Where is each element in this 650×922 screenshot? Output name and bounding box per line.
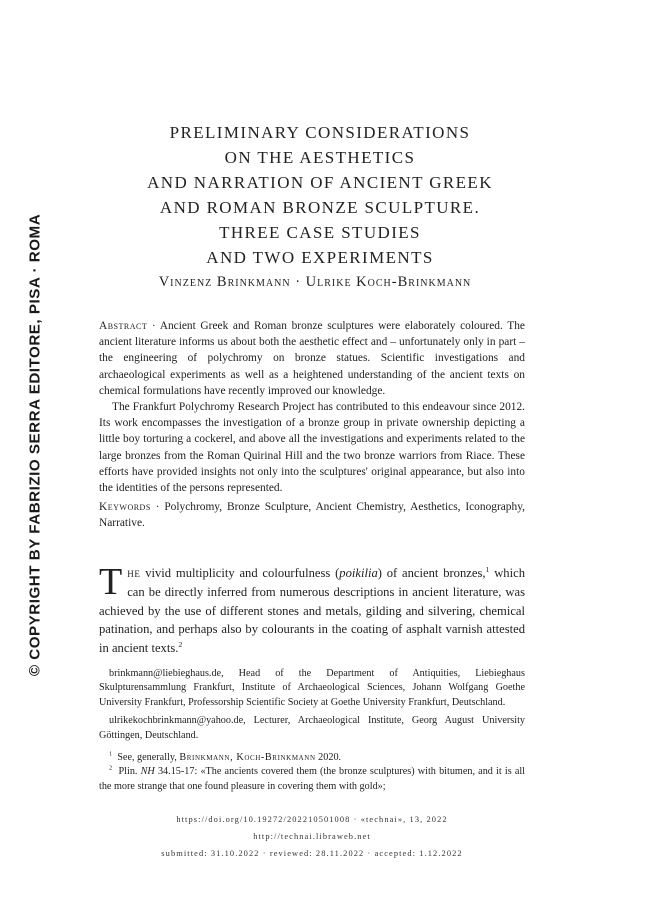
title-line: AND NARRATION OF ANCIENT GREEK: [147, 173, 493, 192]
body-text-part: ) of ancient bronzes,: [377, 566, 486, 580]
footnote-2: [99, 765, 525, 794]
abstract-paragraph-1: [99, 318, 525, 399]
body-text: [99, 561, 525, 658]
footnote-ref-2[interactable]: 2: [178, 640, 183, 649]
keywords-text: Polychromy, Bronze Sculpture, Ancient Chemistry, Aesthetics, Iconography, Narrative.: [99, 501, 526, 530]
keywords: [99, 499, 525, 531]
drop-cap: T: [99, 561, 123, 603]
footnote-text: Plin.: [118, 766, 141, 778]
title-line: AND ROMAN BRONZE SCULPTURE.: [159, 198, 481, 217]
footnote-italic: NH: [140, 766, 155, 778]
title-line: AND TWO EXPERIMENTS: [206, 248, 434, 267]
title-line: PRELIMINARY CONSIDERATIONS: [169, 123, 471, 142]
abstract-separator: ·: [147, 320, 160, 332]
abstract-label: Abstract: [99, 320, 148, 332]
body-text-part: vivid multiplicity and colourfulness (: [140, 566, 340, 580]
footnote-text: See, generally,: [117, 752, 180, 764]
body-text-part: which can be directly inferred from numerous descriptions in ancient literature, was achieved by the use of different stones and metals, gilding and silvering, chemical patination, and perhaps also by colourants in the coating of asphalt varnish attested in ancient texts.: [99, 566, 525, 656]
footnote-text: 34.15-17: «The ancients covered them (the bronze sculptures) with bitumen, and it is all the more strange that one found pleasure in covering them with gold»;: [99, 766, 526, 792]
submission-dates: submitted: 31.10.2022 · reviewed: 28.11.2022 · accepted: 1.12.2022: [161, 849, 463, 858]
footnotes: [99, 667, 525, 794]
body-italic-term: poikilia: [339, 566, 378, 580]
abstract-text-1: Ancient Greek and Roman bronze sculptures were elaborately coloured. The ancient literature informs us about both the aesthetic effect and – unfortunately only in part – the engineering of polychromy on bronze statues. Scientific investigations and archaeological experiments as well as a heightened understanding of the ancient texts on chemical formulations have recently improved our knowledge.: [99, 320, 525, 397]
footnote-citation: Brinkmann, Koch-Brinkmann: [179, 752, 316, 764]
keywords-label: Keywords: [99, 501, 151, 514]
footnote-number: 2: [109, 765, 113, 773]
copyright-notice: © COPYRIGHT BY FABRIZIO SERRA EDITORE, PISA · ROMA: [26, 213, 44, 677]
doi-link[interactable]: https://doi.org/10.19272/202210501008 · «technai», 13, 2022: [176, 815, 448, 824]
keywords-separator: ·: [150, 501, 165, 514]
journal-url[interactable]: http://technai.libraweb.net: [253, 832, 371, 841]
author-contact-2: ulrikekochbrinkmann@yahoo.de, Lecturer, Archaeological Institute, Georg August University Göttingen, Deutschland.: [99, 715, 525, 741]
authors: Vinzenz Brinkmann · Ulrike Koch-Brinkmann: [158, 274, 472, 290]
author-contact-1: brinkmann@liebieghaus.de, Head of the Department of Antiquities, Liebieghaus Skulpturensammlung Frankfurt, Institute of Archaeological Sciences, Johann Wolfgang Goethe University Frankfurt, Professorship Scientific Society at Goethe University Frankfurt, Deutschland.: [99, 668, 525, 708]
opening-smallcaps: he: [127, 566, 141, 580]
title-line: ON THE AESTHETICS: [224, 148, 416, 167]
footnote-1: [99, 751, 525, 765]
footnote-text: 2020.: [315, 752, 342, 764]
footnote-ref-1[interactable]: 1: [485, 564, 490, 574]
article-title: [110, 120, 530, 270]
abstract-paragraph-2: The Frankfurt Polychromy Research Project has contributed to this endeavour since 2012. Its work encompasses the investigation of a bronze group in private ownership depicting a little boy torturing a cockerel, and above all the investigations and experiments related to the large bronzes from the Roman Quirinal Hill and the two bronze warriors from Riace. These efforts have provided insights not only into the sculptures' original appearance, but also into the identities of the persons represented.: [99, 401, 525, 495]
title-line: THREE CASE STUDIES: [219, 223, 421, 242]
footnote-number: 1: [109, 750, 113, 758]
abstract: [99, 318, 525, 532]
body-paragraph: [99, 561, 525, 658]
page-footer: [99, 811, 525, 862]
copyright-sidebar: [18, 210, 52, 680]
